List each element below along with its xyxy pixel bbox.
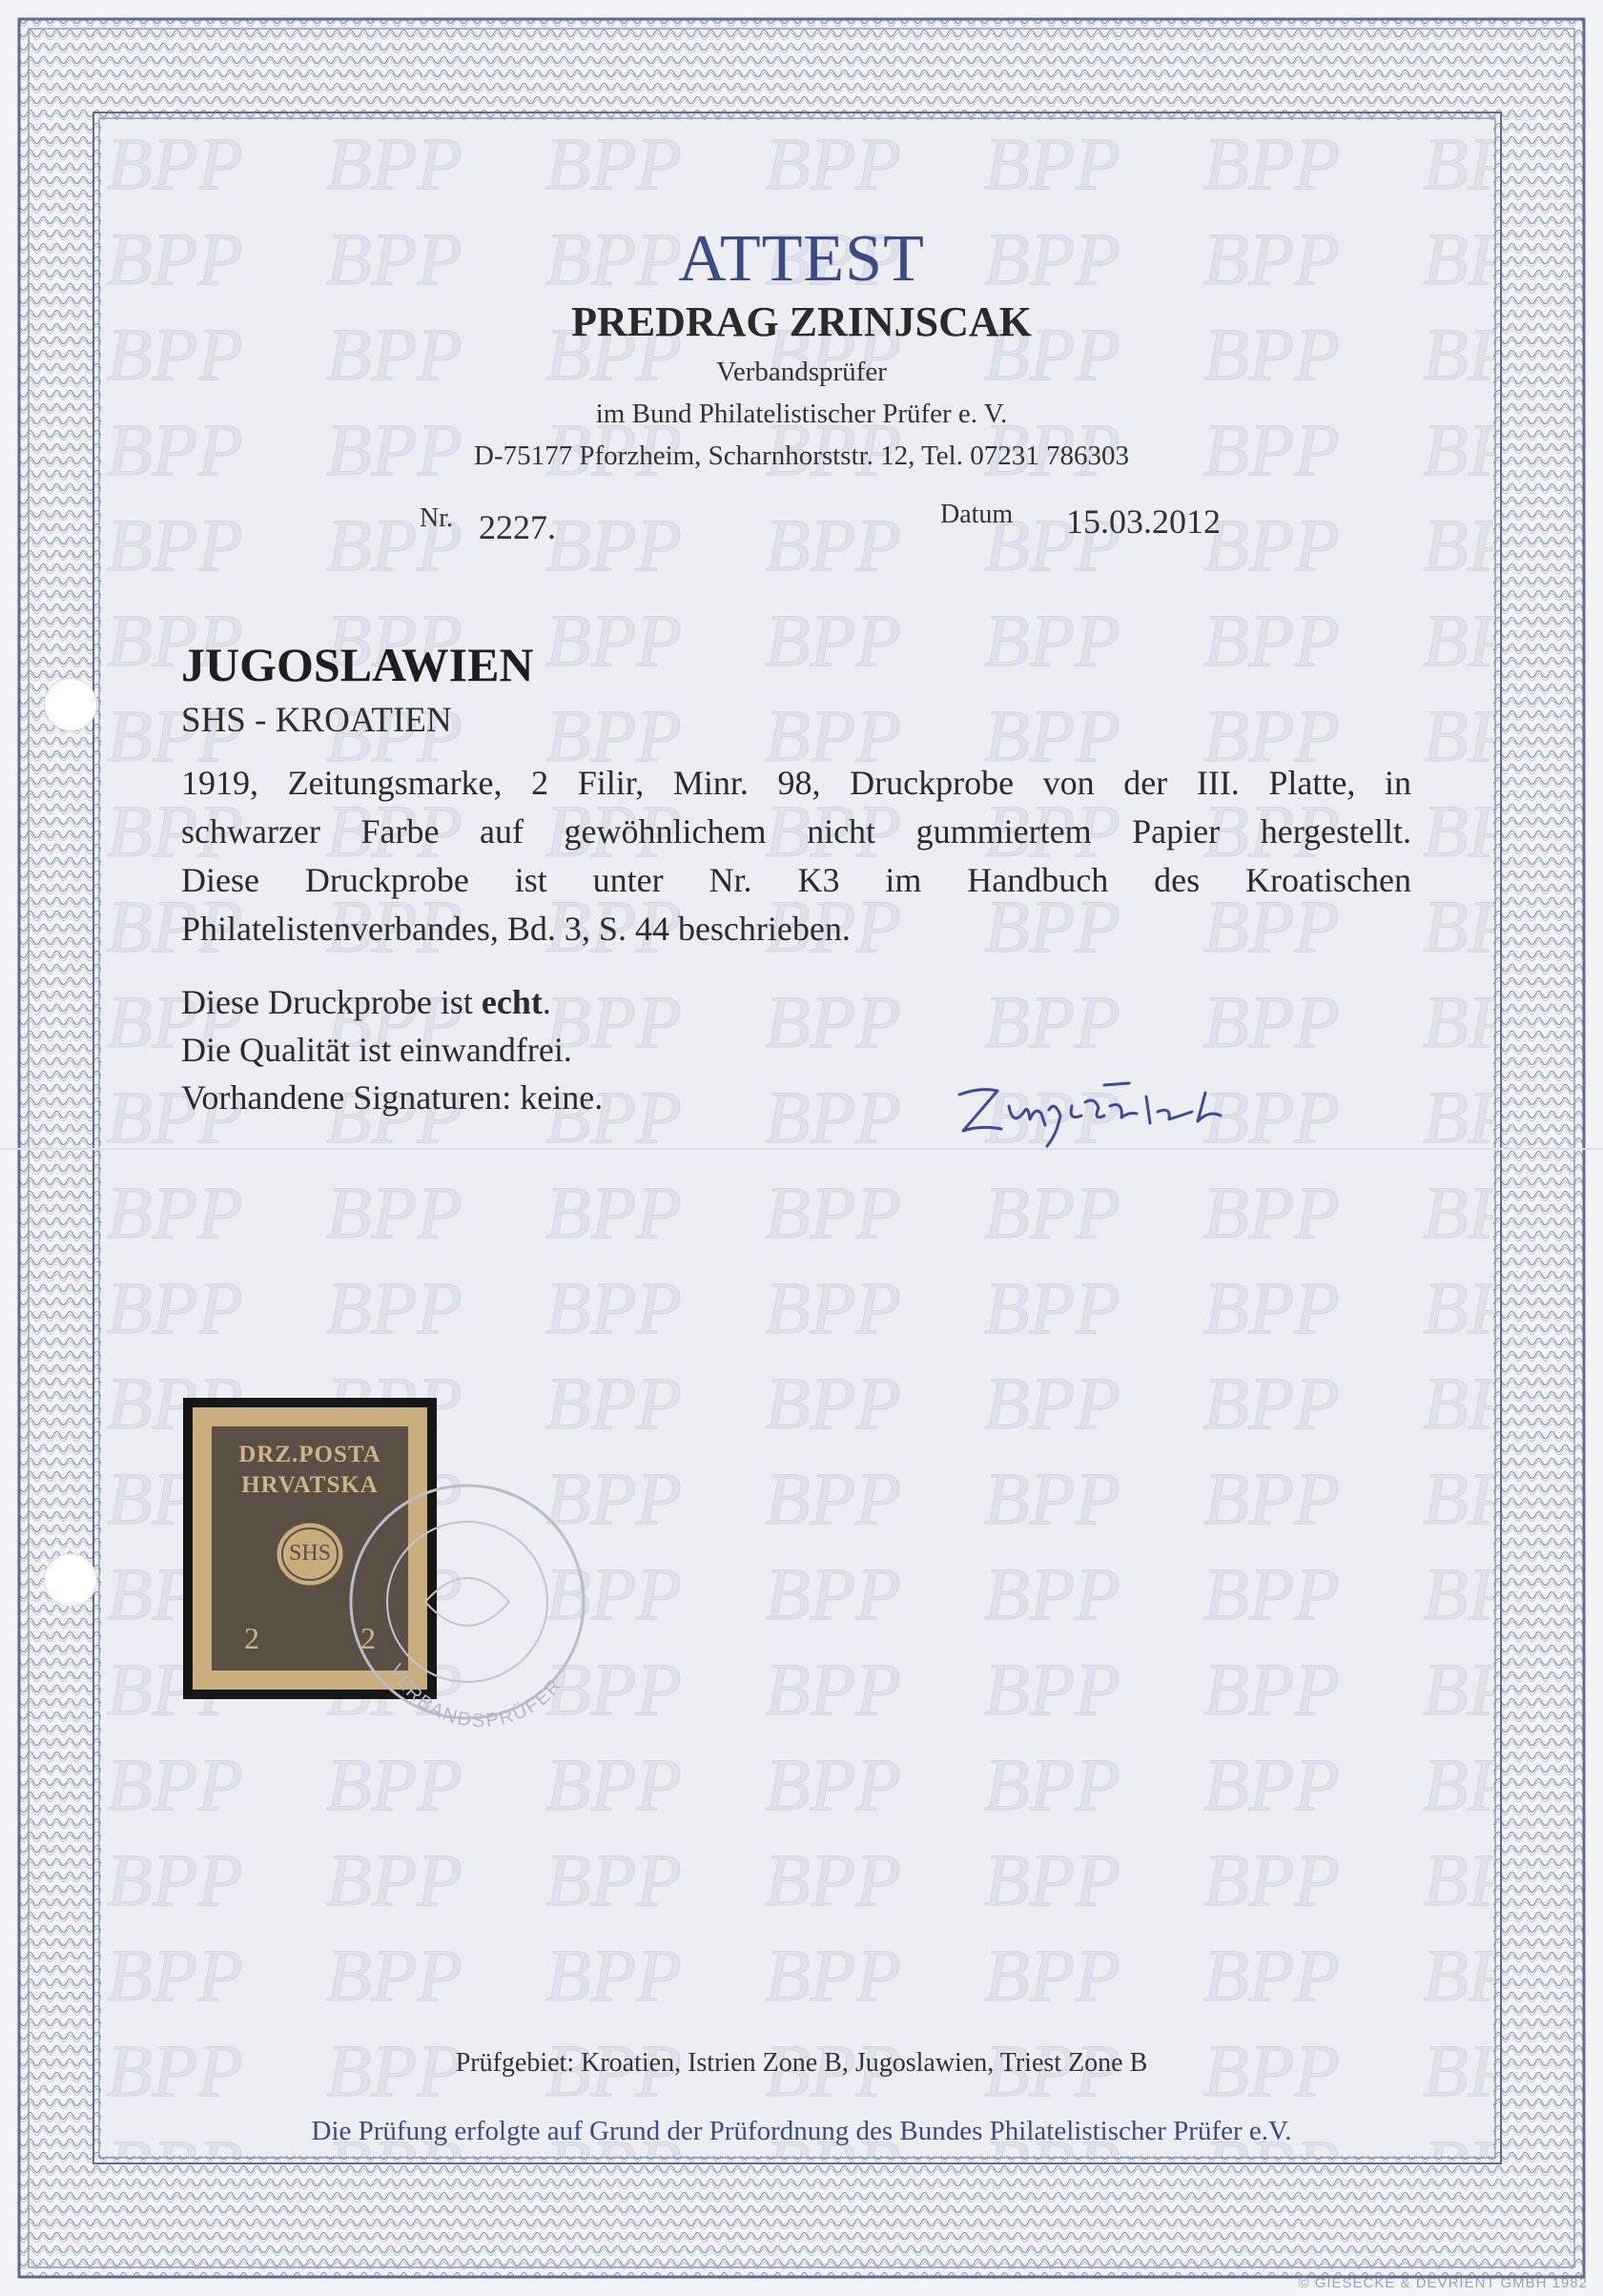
examiner-signature: [942, 1077, 1257, 1154]
certificate-title: ATTEST: [678, 222, 925, 296]
stamp-center-monogram: SHS: [288, 1541, 332, 1566]
signatures-statement: Vorhandene Signaturen: keine.: [181, 1078, 604, 1117]
stamp-value-right: 2: [360, 1621, 376, 1655]
description-line-2: schwarzer Farbe auf gewöhnlichem nicht gummiertem Papier hergestellt.: [181, 812, 1411, 851]
certificate-date: 15.03.2012: [1066, 502, 1221, 541]
examination-area: Prüfgebiet: Kroatien, Istrien Zone B, Jugoslawien, Triest Zone B: [455, 2048, 1148, 2078]
genuine-prefix: Diese Druckprobe ist: [181, 983, 482, 1021]
genuine-statement: [181, 982, 551, 1022]
certificate-number-label: Nr.: [420, 503, 453, 533]
examiner-name: PREDRAG ZRINJSCAK: [571, 298, 1032, 345]
stamp-line-1: DRZ.POSTA: [238, 1442, 381, 1467]
date-label: Datum: [940, 500, 1014, 529]
region-heading: SHS - KROATIEN: [181, 701, 452, 740]
description-line-4: Philatelistenverbandes, Bd. 3, S. 44 beschrieben.: [181, 910, 851, 948]
stamp-line-2: HRVATSKA: [241, 1472, 379, 1498]
examination-basis: Die Prüfung erfolgte auf Grund der Prüfordnung des Bundes Philatelistischer Prüfer e.V.: [311, 2116, 1292, 2146]
printer-copyright: © GIESECKE & DEVRIENT GMBH 1982: [1298, 2275, 1588, 2291]
examiner-address: D-75177 Pforzheim, Scharnhorststr. 12, Tel. 07231 786303: [474, 441, 1129, 471]
examiner-seal-icon: [334, 1440, 620, 1754]
stamp-value-left: 2: [244, 1621, 259, 1655]
genuine-suffix: .: [542, 983, 551, 1021]
genuine-verdict: echt: [481, 983, 543, 1021]
svg-text:VERBANDSPRÜFER: [384, 1661, 566, 1732]
description-line-3: Diese Druckprobe ist unter Nr. K3 im Handbuch des Kroatischen: [181, 861, 1411, 899]
fold-line: [0, 1148, 1603, 1150]
quality-statement: Die Qualität ist einwandfrei.: [181, 1031, 572, 1069]
punch-hole-lower: [44, 1553, 97, 1607]
punch-hole-upper: [44, 678, 97, 731]
country-heading: JUGOSLAWIEN: [181, 638, 534, 691]
examiner-association: im Bund Philatelistischer Prüfer e. V.: [595, 399, 1008, 429]
certificate-number: 2227.: [479, 508, 556, 546]
examiner-role: Verbandsprüfer: [716, 357, 887, 387]
description-line-1: 1919, Zeitungsmarke, 2 Filir, Minr. 98, Druckprobe von der III. Platte, in: [181, 764, 1411, 802]
seal-text: VERBANDSPRÜFER: [384, 1660, 567, 1732]
